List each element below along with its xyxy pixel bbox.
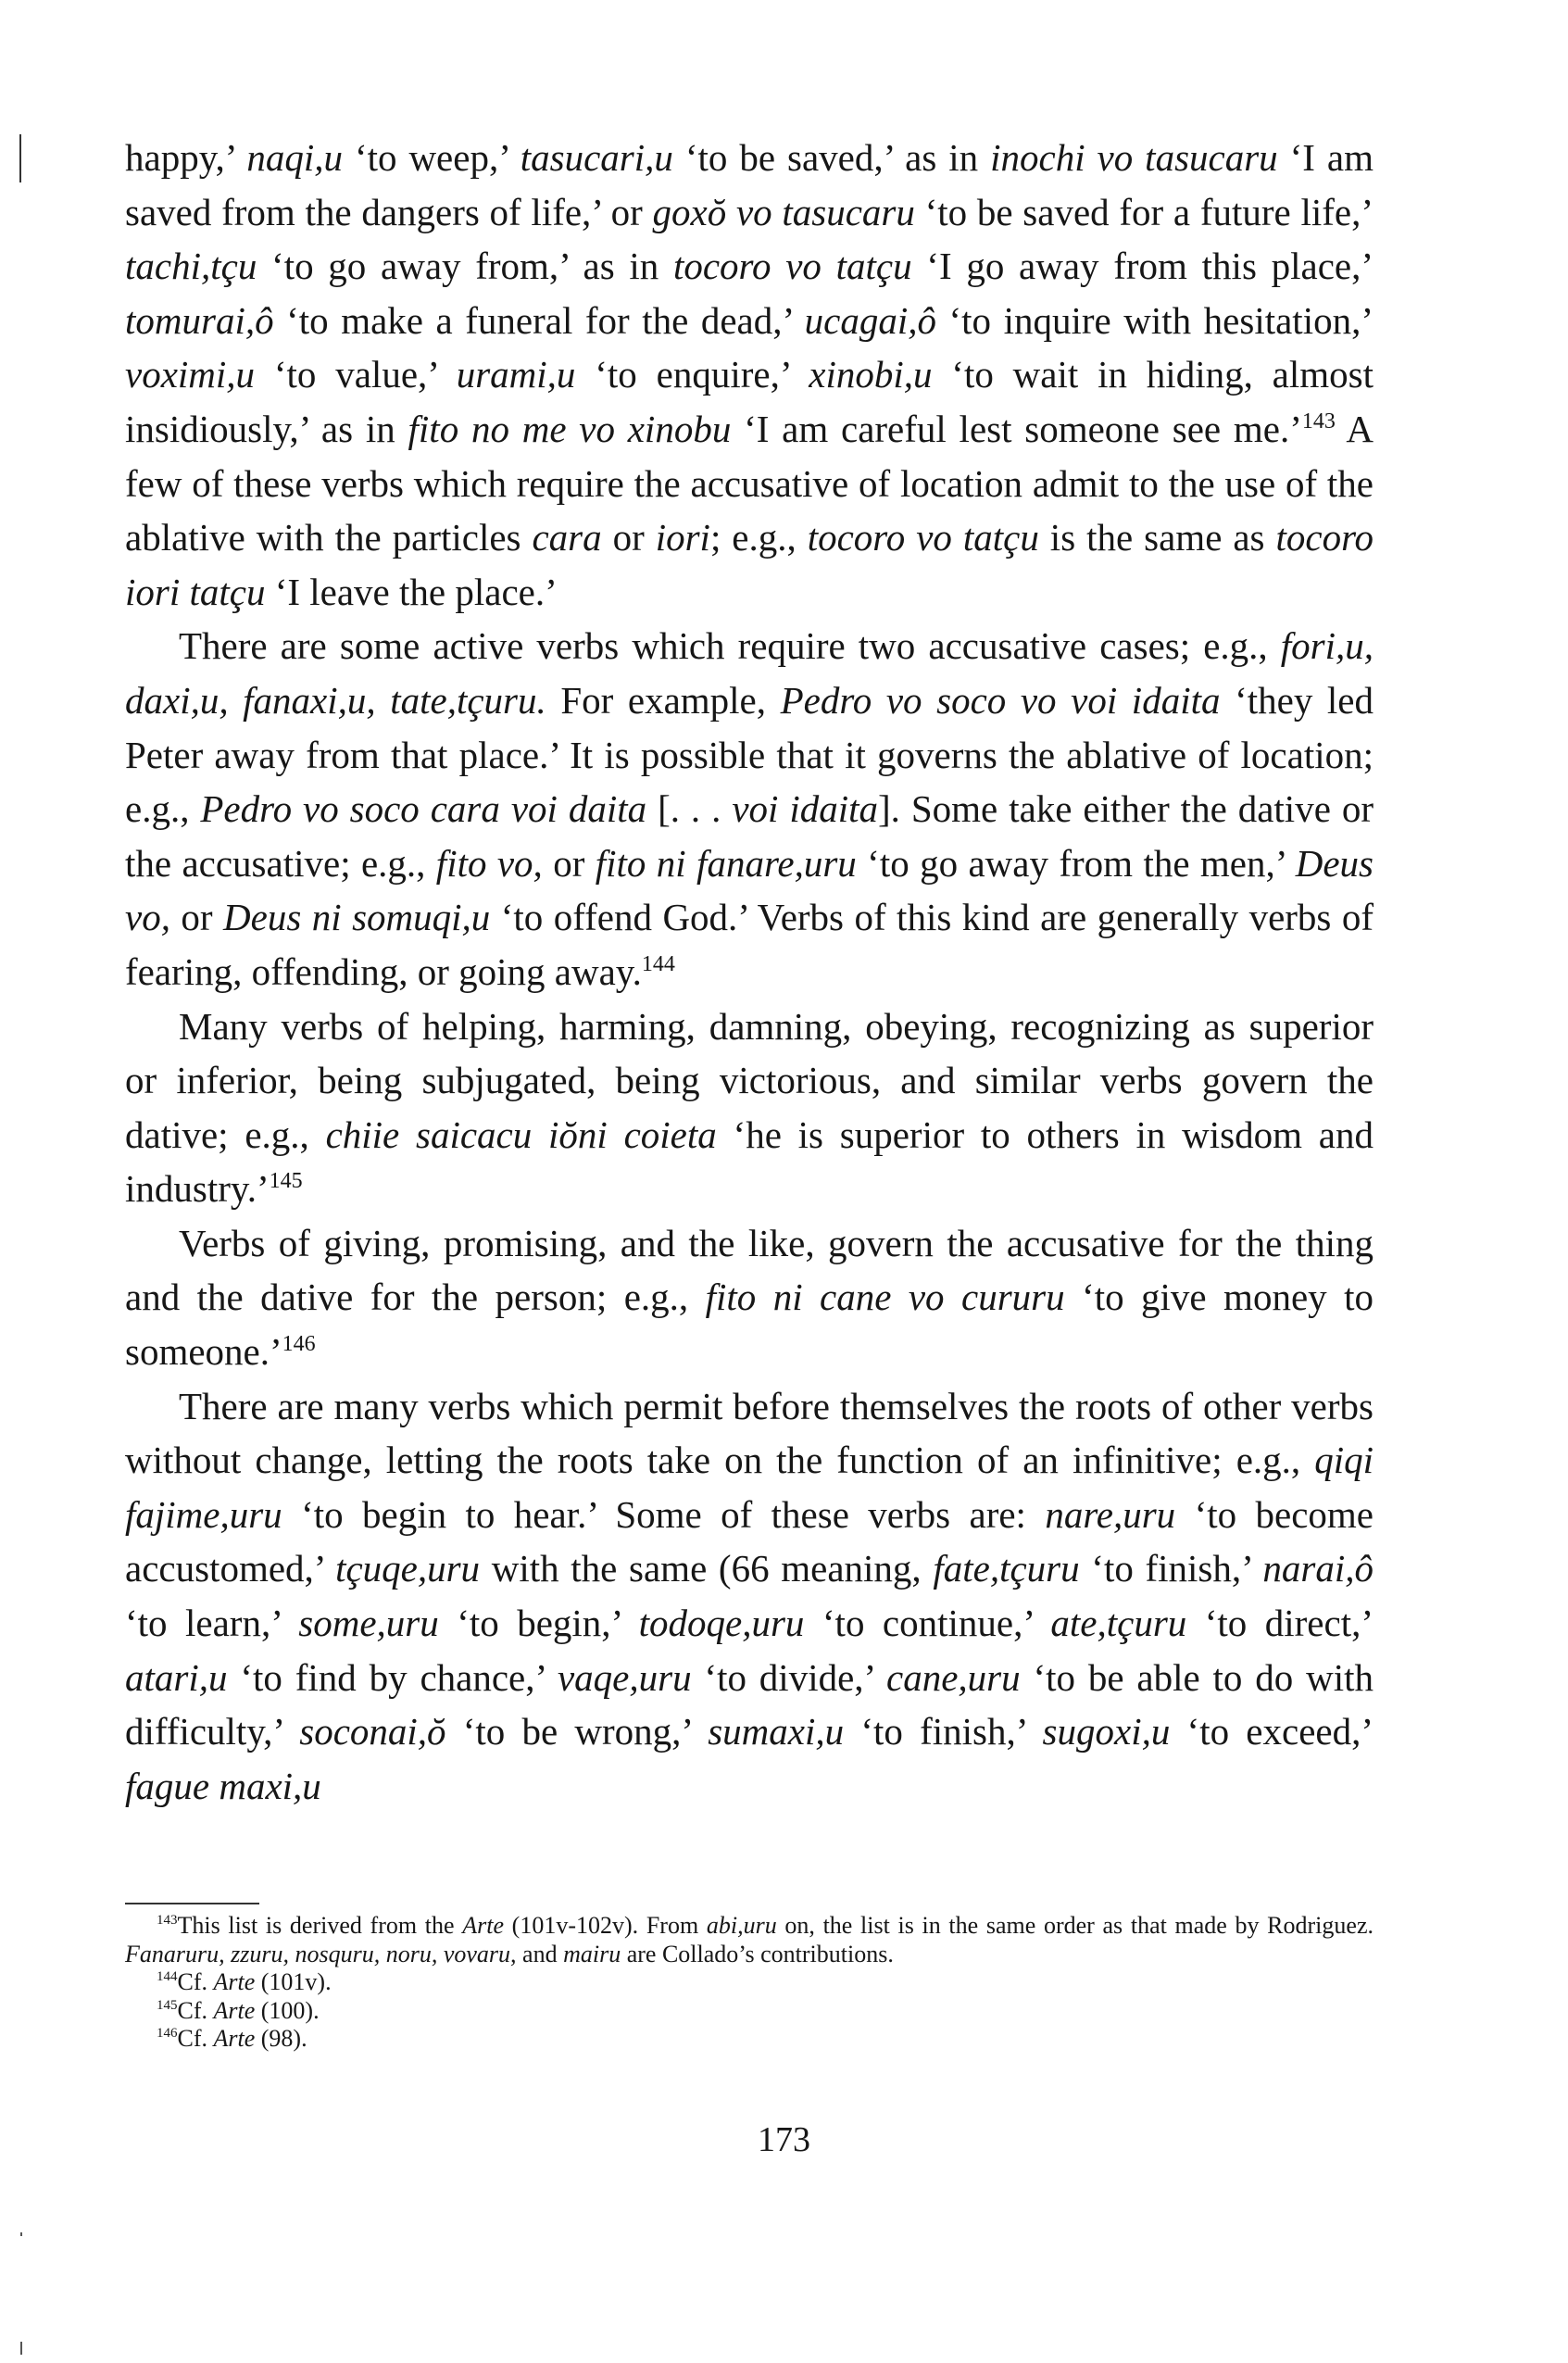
text-span: ; e.g., [709, 516, 808, 559]
japanese-term: tocoro vo tatçu [672, 245, 912, 288]
text-span: (98). [255, 2025, 307, 2052]
text-span: ‘to enquire,’ [575, 353, 809, 396]
text-span: ‘to begin,’ [438, 1602, 639, 1645]
text-span: ‘to continue,’ [804, 1602, 1051, 1645]
footnote-145 [125, 1997, 1374, 2026]
text-span: (101v-102v). From [503, 1912, 707, 1939]
text-span: ‘to begin to hear.’ Some of these verbs are: [282, 1492, 1046, 1536]
japanese-term: chiie saicacu iŏni coieta [325, 1112, 717, 1156]
text-span: ‘to give money to someone.’ [125, 1276, 1374, 1374]
text-span: Verbs of giving, promising, and the like, govern the accusative for the thing and the dative for the person; e.g., [125, 1221, 1374, 1319]
paragraph [125, 1379, 1374, 1814]
japanese-term: Deus ni somuqi,u [223, 896, 491, 939]
text-span: ‘to become accustomed,’ [125, 1492, 1374, 1590]
margin-tick-bottom [20, 2342, 22, 2355]
page-number: 173 [758, 2120, 810, 2159]
paragraph [125, 1216, 1374, 1379]
japanese-term: sumaxi,u [708, 1710, 845, 1753]
footnote-number: 145 [157, 1997, 178, 2013]
text-span: Cf. [177, 1968, 214, 1995]
book-title: Arte [213, 1996, 256, 2024]
text-span: For example, [546, 678, 781, 722]
japanese-term: vaqe,uru [557, 1655, 692, 1699]
text-span: (101v). [255, 1968, 332, 1995]
footnotes [125, 1912, 1374, 2054]
text-span: ‘to inquire with hesitation,’ [935, 298, 1374, 342]
text-span: There are many verbs which permit before themselves the roots of other verbs without change, letting the roots take on the function of an infinitive; e.g., [125, 1384, 1374, 1482]
footnote-ref: 146 [282, 1332, 316, 1357]
paragraph [125, 131, 1374, 619]
japanese-term: ucagai,ô [804, 298, 936, 342]
text-span: ‘to direct,’ [1186, 1602, 1374, 1645]
japanese-term: xinobi,u [809, 353, 933, 396]
japanese-term: Pedro vo soco cara voi daita [200, 787, 647, 831]
footnote-number: 146 [157, 2026, 178, 2041]
japanese-term: fito ni fanare,uru [595, 841, 857, 885]
text-span: [. . . [646, 787, 733, 831]
text-span: ‘to finish,’ [1079, 1547, 1263, 1590]
text-span: ‘to be wrong,’ [445, 1710, 709, 1753]
japanese-term: atari,u [125, 1655, 228, 1699]
japanese-term: goxŏ vo tasucaru [652, 190, 915, 233]
japanese-term: urami,u [456, 353, 576, 396]
text-span: or [542, 841, 596, 885]
paragraph [125, 999, 1374, 1216]
text-span: Cf. [177, 2025, 214, 2052]
text-span: ‘to go away from the men,’ [856, 841, 1296, 885]
text-span: ‘I am saved from the dangers of life,’ or [125, 136, 1374, 233]
footnote-ref: 144 [641, 951, 675, 976]
text-span: ‘to divide,’ [691, 1655, 886, 1699]
text-span: or [601, 516, 656, 559]
text-span: are Collado’s contributions. [621, 1940, 894, 1967]
japanese-term: fori,u, daxi,u, fanaxi,u, tate,tçuru. [125, 624, 1374, 722]
text-span: and [516, 1940, 564, 1967]
footnote-ref: 145 [269, 1169, 303, 1194]
japanese-term: Pedro vo soco vo voi idaita [780, 678, 1221, 722]
japanese-term: tachi,tçu [125, 245, 257, 288]
japanese-term: tocoro iori tatçu [125, 516, 1374, 613]
text-span: ‘to find by chance,’ [227, 1655, 558, 1699]
japanese-term: tomurai,ô [125, 298, 274, 342]
text-span: Many verbs of helping, harming, damning, obeying, recognizing as superior or inferior, being subjugated, being victorious, and similar verbs govern the dative; e.g., [125, 1004, 1374, 1156]
footnote-number: 143 [157, 1913, 178, 1928]
text-span: Cf. [177, 1996, 214, 2024]
text-span: ‘I leave the place.’ [265, 570, 558, 613]
text-span: is the same as [1038, 516, 1276, 559]
japanese-term: fito no me vo xinobu [408, 407, 732, 450]
japanese-term: qiqi fajime,uru [125, 1439, 1374, 1536]
japanese-term: tocoro vo tatçu [807, 516, 1039, 559]
japanese-term: inochi vo tasucaru [990, 136, 1278, 179]
japanese-term: some,uru [298, 1602, 439, 1645]
footnote-146 [125, 2025, 1374, 2054]
text-span: A few of these verbs which require the accusative of location admit to the use of the ablative with the particles [125, 407, 1374, 559]
book-title: Arte [213, 1968, 256, 1995]
footnote-144 [125, 1968, 1374, 1997]
text-span: with the same (66 meaning, [480, 1547, 934, 1590]
text-span: ‘to be saved,’ as in [672, 136, 991, 179]
japanese-term: cara [532, 516, 602, 559]
japanese-term: cane,uru [886, 1655, 1021, 1699]
margin-tick-top [20, 2232, 22, 2236]
text-span: ]. Some take either the dative or the accusative; e.g., [125, 787, 1374, 885]
japanese-term: fito ni cane vo cururu [705, 1276, 1065, 1319]
japanese-term: fate,tçuru [933, 1547, 1080, 1590]
japanese-term: tasucari,u [520, 136, 673, 179]
book-title: Arte [462, 1912, 504, 1939]
japanese-term: Deus vo, [125, 841, 1374, 939]
text-span: ‘I am careful lest someone see me.’ [731, 407, 1302, 450]
text-span: ‘to value,’ [255, 353, 457, 396]
japanese-term: ate,tçuru [1050, 1602, 1187, 1645]
footnote-143 [125, 1912, 1374, 1968]
japanese-term: narai,ô [1262, 1547, 1374, 1590]
japanese-term: fague maxi,u [125, 1764, 321, 1807]
text-span: happy,’ [125, 136, 247, 179]
text-span: ‘to offend God.’ Verbs of this kind are generally verbs of fearing, offending, or going away. [125, 896, 1374, 993]
footnote-ref: 143 [1301, 408, 1336, 434]
japanese-term: abi,uru [706, 1912, 777, 1939]
japanese-term: voximi,u [125, 353, 256, 396]
japanese-term: iori [655, 516, 710, 559]
japanese-term: fito vo, [435, 841, 543, 885]
margin-rule [19, 134, 21, 182]
text-span: ‘to be able to do with difficulty,’ [125, 1655, 1374, 1753]
text-span: or [169, 896, 224, 939]
japanese-term: nare,uru [1045, 1492, 1176, 1536]
footnote-number: 144 [157, 1969, 178, 1984]
japanese-term: tçuqe,uru [335, 1547, 481, 1590]
japanese-term: soconai,ŏ [299, 1710, 446, 1753]
text-span: ‘they led Peter away from that place.’ It is possible that it governs the ablative of location; e.g., [125, 678, 1374, 831]
text-span: ‘I go away from this place,’ [911, 245, 1374, 288]
book-title: Arte [213, 2025, 256, 2052]
text-span: There are some active verbs which require two accusative cases; e.g., [179, 624, 1281, 668]
text-span: (100). [255, 1996, 320, 2024]
body-text [125, 131, 1374, 1813]
paragraph [125, 619, 1374, 999]
text-span: ‘to wait in hiding, almost insidiously,’ as in [125, 353, 1374, 450]
japanese-term: Fanaruru, zzuru, nosquru, noru, vovaru, [125, 1940, 517, 1967]
japanese-term: sugoxi,u [1042, 1710, 1171, 1753]
text-span: ‘to learn,’ [125, 1602, 299, 1645]
japanese-term: naqi,u [246, 136, 343, 179]
text-span: ‘he is superior to others in wisdom and industry.’ [125, 1112, 1374, 1211]
japanese-term: voi idaita [732, 787, 879, 831]
japanese-term: todoqe,uru [638, 1602, 805, 1645]
text-span: ‘to make a funeral for the dead,’ [273, 298, 805, 342]
text-span: ‘to weep,’ [343, 136, 521, 179]
text-span: ‘to be saved for a future life,’ [914, 190, 1374, 233]
text-span: ‘to exceed,’ [1170, 1710, 1374, 1753]
text-span: on, the list is in the same order as that made by Rodriguez. [776, 1912, 1374, 1939]
footnote-separator [125, 1903, 259, 1904]
japanese-term: mairu [563, 1940, 621, 1967]
text-span: ‘to finish,’ [844, 1710, 1043, 1753]
text-span: This list is derived from the [177, 1912, 463, 1939]
text-span: ‘to go away from,’ as in [257, 245, 673, 288]
